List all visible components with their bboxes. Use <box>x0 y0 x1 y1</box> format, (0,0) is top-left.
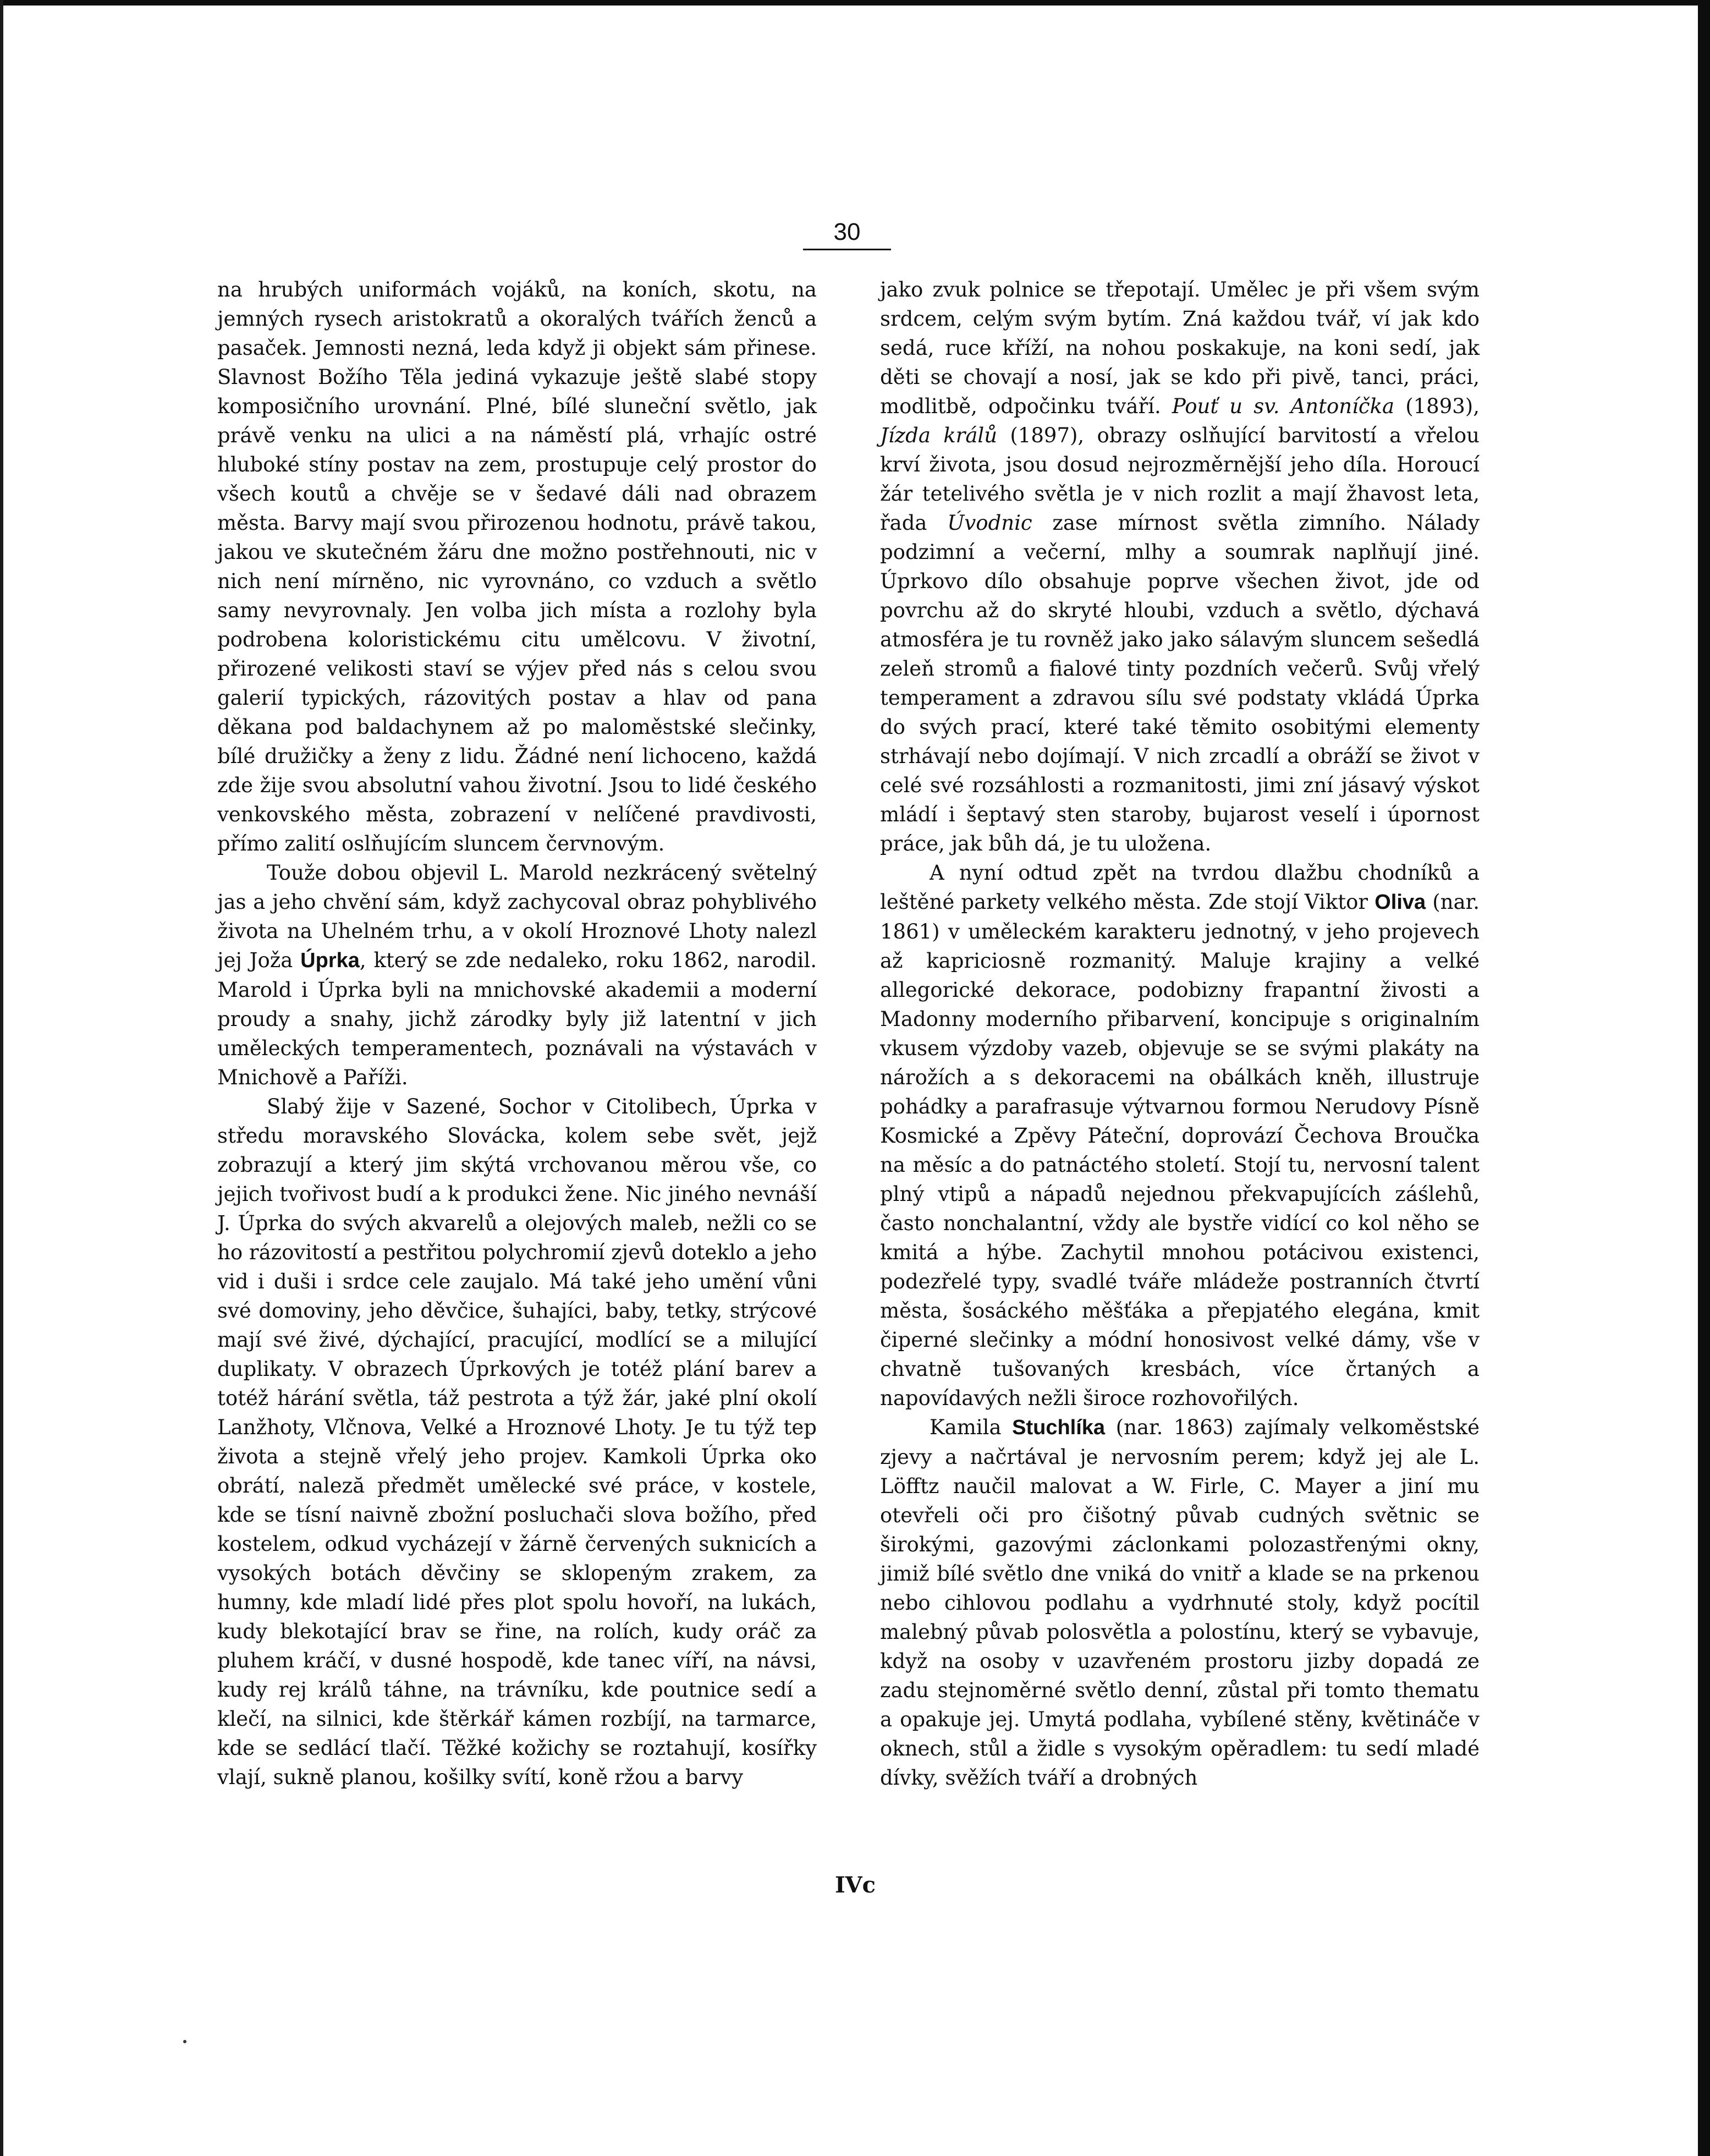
scan-border-left <box>0 0 3 2156</box>
right-p1-text-4: zase mírnost světla zimního. Nálady podzimní a večerní, mlhy a soumrak naplňují jiné. Úprkovo dílo obsahuje poprve všechen život, jde od povrchu až do skryté hloubi, vzduch a světlo, dýchavá atmosféra je tu rovněž jako jako sálavým sluncem sešedlá zeleň stromů a fialové tinty pozdních večerů. Svůj vřelý temperament a zdravou sílu své podstaty vkládá Úprka do svých prací, které také těmito osobitými elementy strhávají nebo dojímají. V nich zrcadlí a obráží se život v celé své rozsáhlosti a rozmanitosti, jimi zní jásavý výskot mládí i šeptavý sten staroby, bujarost veselí i úpornost práce, jak bůh dá, je tu uložena. <box>880 511 1480 855</box>
right-p2-text-1: A nyní odtud zpět na tvrdou dlažbu chodníků a leštěné parkety velkého města. Zde stojí Viktor <box>880 861 1480 914</box>
scan-border-right <box>1698 0 1710 2156</box>
right-p3-text-1: Kamila <box>930 1416 1013 1439</box>
left-p1-text: na hrubých uniformách vojáků, na koních, skotu, na jemných rysech aristokratů a okoralých tvářích ženců a pasaček. Jemnosti nezná, leda když ji objekt sám přinese. Slavnost Božího Těla jediná vykazuje ještě slabé stopy komposičního urovnání. Plné, bílé sluneční světlo, jak právě venku na ulici a na náměstí plá, vrhajíc ostré hluboké stíny postav na zem, prostupuje celý prostor do všech koutů a chvěje se v šedavé dáli nad obrazem města. Barvy mají svou přirozenou hodnotu, právě takou, jakou ve skutečném žáru dne možno postřehnouti, nic v nich není mírněno, nic vyrovnáno, co vzduch a světlo samy nevyrovnaly. Jen volba jich místa a rozlohy byla podrobena koloristickému citu umělcovu. V životní, přirozené velikosti staví se výjev před nás s celou svou galerií typických, rázovitých postav a hlav od pana děkana pod baldachynem až po maloměstské slečinky, bílé družičky a ženy z lidu. Žádné není lichoceno, každá zde žije svou absolutní vahou životní. Jsou to lidé českého venkovského města, zobrazení v nelíčené pravdivosti, přímo zalití oslňujícím sluncem červnovým. <box>217 278 817 855</box>
right-paragraph-1 <box>880 275 1480 858</box>
right-p2-text-2: (nar. 1861) v uměleckém karakteru jednotný, v jeho projevech až kapriciosně rozmanitý. Maluje krajiny a velké allegorické dekorace, podobizny frapantní živosti a Madonny moderního přibarvení, koncipuje s originalním vkusem výzdoby vazeb, objevuje se se svými plakáty na nárožích a s dekoracemi na obálkách kněh, illustruje pohádky a parafrasuje výtvarnou formou Nerudovy Písně Kosmické a Zpěvy Páteční, doprovází Čechova Broučka na měsíc a do patnáctého století. Stojí tu, nervosní talent plný vtipů a nápadů nejednou překvapujících záślehů, často nonchalantní, vždy ale bystře vidící co kol něho se kmitá a hýbe. Zachytil mnohou potácivou existenci, podezřelé typy, svadlé tváře mládeže postranních čtvrtí města, šosáckého měšťáka a přepjatého elegána, kmit čiperné slečinky a módní honosivost velké dámy, vše v chvatně tušovaných kresbách, více črtaných a napovídavých nežli široce rozhovořilých. <box>880 890 1480 1410</box>
right-p1-text-3: (1897), obrazy oslňující barvitostí a vřelou krví života, jsou dosud nejrozměrnější jeho díla. Horoucí žár tetelivého světla je v nich rozlit a mají žhavost leta, řada <box>880 424 1480 535</box>
left-paragraph-3 <box>217 1092 817 1792</box>
scan-speck <box>183 2040 186 2043</box>
page-number-rule <box>803 249 891 250</box>
right-p1-text-2: (1893), <box>1394 394 1480 418</box>
left-column <box>217 275 817 1792</box>
page-number: 30 <box>833 218 861 245</box>
work-title-jizda: Jízda králů <box>880 424 998 447</box>
artist-name-stuchlik: Stuchlíka <box>1012 1416 1106 1439</box>
right-column <box>880 275 1480 1792</box>
left-p3-text: Slabý žije v Sazené, Sochor v Citolibech, Úprka v středu moravského Slovácka, kolem sebe svět, jejž zobrazují a který jim skýtá vrchovanou měrou vše, co jejich tvořivost budí a k produkci žene. Nic jiného nevnáší J. Úprka do svých akvarelů a olejových maleb, nežli co se ho rázovitostí a pestřitou polychromií zjevů doteklo a jeho vid i duši i srdce cele zaujalo. Má také jeho umění vůni své domoviny, jeho děvčice, šuhajíci, baby, tetky, strýcové mají své živé, dýchající, pracující, modlící se a milující duplikaty. V obrazech Úprkových je totéž plání barev a totéž hárání světla, táž pestrota a týž žár, jaké plní okolí Lanžhoty, Vlčnova, Velké a Hroznové Lhoty. Je tu týž tep života a stejně vřelý jeho projev. Kamkoli Úprka oko obrátí, naleză předmět umělecké své práce, v kostele, kde se tísní naivně zbožní posluchači slova božího, před kostelem, odkud vycházejí v žárně červených suknicích a vysokých botách děvčiny se sklopeným zrakem, za humny, kde mladí lidé přes plot spolu hovoří, na lukách, kudy blekotající brav se řine, na rolích, kudy oráč za pluhem kráčí, v dusné hospodě, kde tanec víří, na návsi, kudy rej králů táhne, na trávníku, kde poutnice sedí a klečí, na silnici, kde štěrkář kámen rozbíjí, na tarmarce, kde se sedlácí tlačí. Těžké kožichy se roztahují, kosířky vlají, sukně planou, košilky svítí, koně ržou a barvy <box>217 1095 817 1789</box>
work-title-pout: Pouť u sv. Antoníčka <box>1172 394 1395 418</box>
right-paragraph-2 <box>880 858 1480 1413</box>
work-title-uvodnic: Úvodnic <box>947 511 1032 535</box>
left-p2-text-1: Touže dobou objevil L. Marold nezkrácený světelný jas a jeho chvění sám, když zachycoval obraz pohyblivého života na Uhelném trhu, a v okolí Hroznové Lhoty nalezl jej Joža <box>217 861 817 972</box>
artist-name-oliva: Oliva <box>1374 891 1426 914</box>
artist-name-uprka: Úprka <box>300 949 360 972</box>
right-p1-text-1: jako zvuk polnice se třepotají. Umělec je při všem svým srdcem, celým svým bytím. Zná každou tvář, ví jak kdo sedá, ruce kříží, na nohou poskakuje, na koni sedí, jak děti se chovají a nosí, jak se kdo při pivě, tanci, práci, modlitbě, odpočinku tváří. <box>880 278 1480 418</box>
right-paragraph-3 <box>880 1413 1480 1792</box>
left-paragraph-1 <box>217 275 817 858</box>
scan-border-top <box>0 0 1710 6</box>
printer-signature-mark: IVc <box>834 1872 876 1898</box>
left-paragraph-2 <box>217 858 817 1092</box>
right-p3-text-2: (nar. 1863) zajímaly velkoměstské zjevy a načrtával je nervosním perem; když jej ale L. Löfftz naučil malovat a W. Firle, C. Mayer a jiní mu otevřeli oči pro čišotný půvab cudných světnic se širokými, gazovými záclonkami polozastřenými okny, jimiž bílé světlo dne vniká do vnitř a klade se na prkenou nebo cihlovou podlahu a vydrhnuté stoly, když pocítil malebný půvab polosvětla a polostínu, který se vybavuje, když na osoby v uzavřeném prostoru jizby dopadá ze zadu stejnoměrné světlo denní, zůstal při tomto thematu a opakuje jej. Umytá podlaha, vybílené stěny, květináče v oknech, stůl a židle s vysokým opěradlem: tu sedí mladé dívky, svěžích tváří a drobných <box>880 1416 1480 1790</box>
left-p2-text-2: , který se zde nedaleko, roku 1862, narodil. Marold i Úprka byli na mnichovské akademii a moderní proudy a snahy, jichž zárodky byly již latentní v jich uměleckých temperamentech, poznávali na výstavách v Mnichově a Paříži. <box>217 948 817 1089</box>
